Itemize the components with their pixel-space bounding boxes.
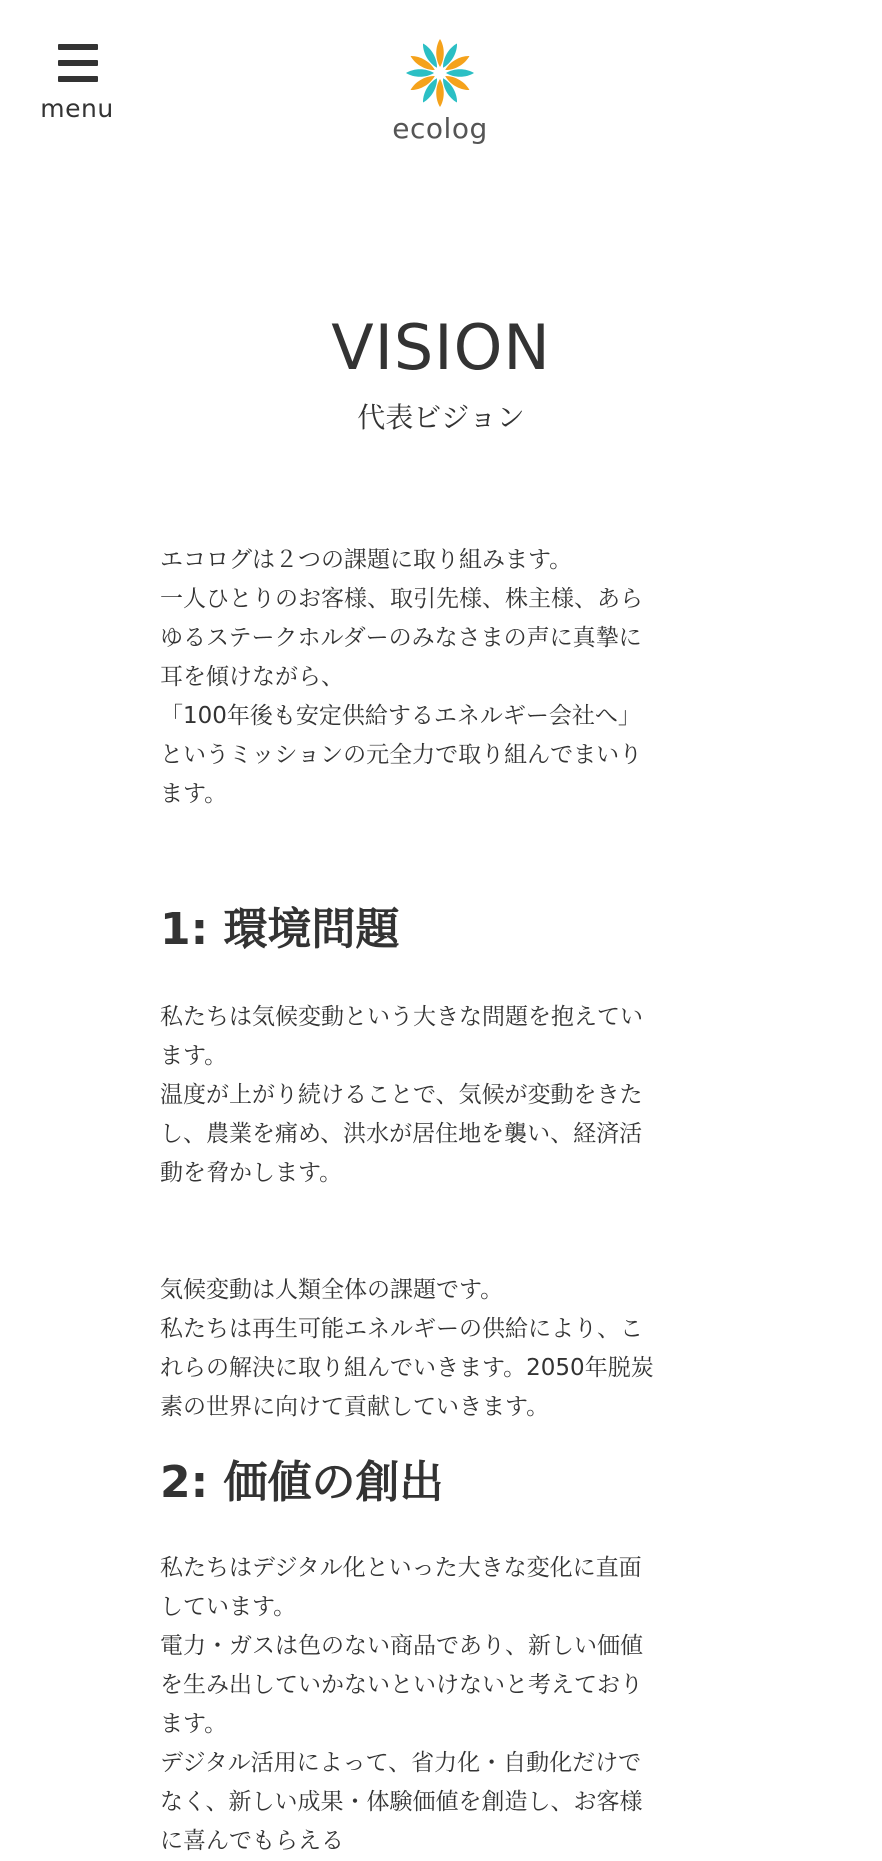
text-line: ゆるステークホルダーのみなさまの声に真摯に bbox=[160, 625, 642, 651]
menu-label: menu bbox=[40, 94, 114, 123]
text-line: 素の世界に向けて貢献していきます。 bbox=[160, 1394, 550, 1420]
menu-button[interactable] bbox=[34, 38, 120, 128]
environment-paragraph-1 bbox=[160, 998, 720, 1193]
text-line: 温度が上がり続けることで、気候が変動をきた bbox=[160, 1082, 643, 1108]
text-line: を生み出していかないといけないと考えており bbox=[160, 1672, 643, 1698]
text-line: 私たちは気候変動という大きな問題を抱えてい bbox=[160, 1004, 643, 1030]
text-line: しています。 bbox=[160, 1594, 297, 1620]
section-heading-value-creation: 2: 価値の創出 bbox=[160, 1457, 444, 1508]
text-line: 一人ひとりのお客様、取引先様、株主様、あら bbox=[160, 586, 643, 612]
section-heading-environment: 1: 環境問題 bbox=[160, 904, 400, 955]
hamburger-icon bbox=[58, 44, 98, 82]
text-line: 気候変動は人類全体の課題です。 bbox=[160, 1277, 504, 1303]
ecolog-logo[interactable] bbox=[385, 36, 495, 148]
text-line: に喜んでもらえる bbox=[160, 1828, 344, 1854]
text-line: れらの解決に取り組んでいきます。2050年脱炭 bbox=[160, 1355, 654, 1381]
text-line: 私たちはデジタル化といった大きな変化に直面 bbox=[160, 1555, 642, 1581]
page-title: VISION bbox=[331, 311, 551, 384]
text-line: ます。 bbox=[160, 1043, 228, 1069]
logo-text: ecolog bbox=[392, 112, 488, 145]
environment-paragraph-2 bbox=[160, 1271, 720, 1427]
text-line: ます。 bbox=[160, 781, 228, 807]
text-line: 動を脅かします。 bbox=[160, 1160, 343, 1186]
logo-petal bbox=[406, 69, 434, 77]
text-line: ます。 bbox=[160, 1711, 228, 1737]
intro-paragraph bbox=[160, 541, 720, 814]
page-title-block bbox=[0, 308, 882, 438]
text-line: なく、新しい成果・体験価値を創造し、お客様 bbox=[160, 1789, 643, 1815]
page-subtitle: 代表ビジョン bbox=[357, 401, 525, 434]
text-line: エコログは２つの課題に取り組みます。 bbox=[160, 547, 573, 573]
text-line: 耳を傾けながら、 bbox=[160, 664, 344, 690]
text-line: 電力・ガスは色のない商品であり、新しい価値 bbox=[160, 1633, 643, 1659]
logo-petal bbox=[436, 39, 444, 67]
flower-logo-icon bbox=[402, 36, 478, 110]
logo-petal bbox=[436, 79, 444, 107]
text-line: というミッションの元全力で取り組んでまいり bbox=[160, 742, 643, 768]
text-line: 「100年後も安定供給するエネルギー会社へ」 bbox=[160, 703, 641, 729]
value-creation-paragraph bbox=[160, 1549, 720, 1861]
logo-petal bbox=[446, 69, 474, 77]
text-line: 私たちは再生可能エネルギーの供給により、こ bbox=[160, 1316, 643, 1342]
text-line: し、農業を痛め、洪水が居住地を襲い、経済活 bbox=[160, 1121, 643, 1147]
text-line: デジタル活用によって、省力化・自動化だけで bbox=[160, 1750, 642, 1776]
vision-content bbox=[160, 541, 720, 1861]
site-header bbox=[0, 0, 882, 160]
